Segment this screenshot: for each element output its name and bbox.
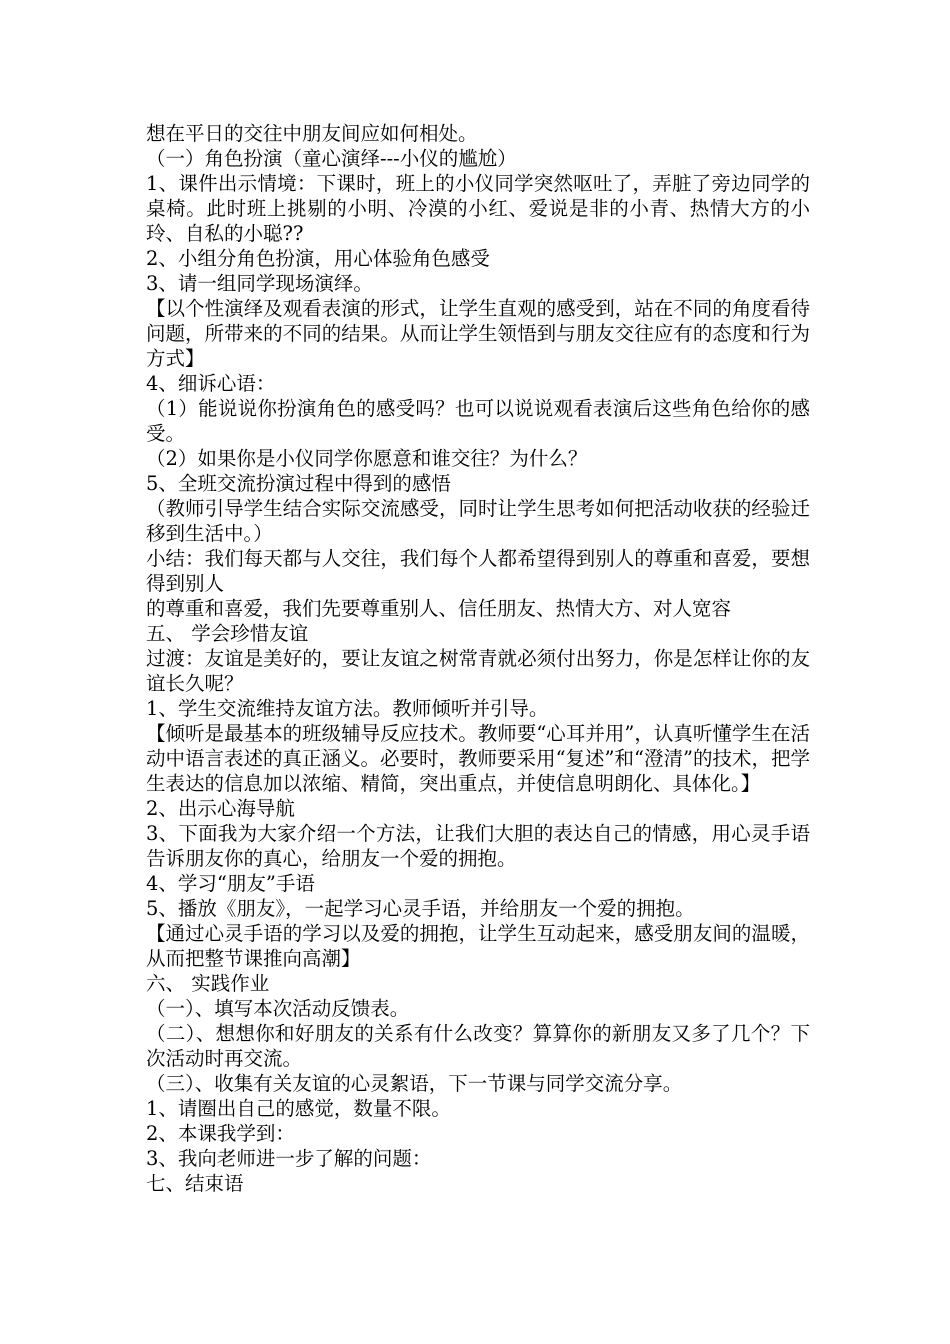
paragraph: 小结：我们每天都与人交往，我们每个人都希望得到别人的尊重和喜爱，要想得到别人 [146,547,810,595]
paragraph: 4、细诉心语： [146,372,276,395]
note-paragraph: 【通过心灵手语的学习以及爱的拥抱，让学生互动起来，感受朋友间的温暖，从而把整节课推向高潮】 [146,922,810,970]
note-paragraph: 【倾听是最基本的班级辅导反应技术。教师要“心耳并用”，认真听懂学生在活动中语言表述的真正涵义。必要时，教师要采用“复述”和“澄清”的技术，把学生表达的信息加以浓缩、精简，突出重点，并使信息明朗化、具体化。】 [146,722,810,795]
section-heading: 七、结束语 [146,1172,244,1195]
paragraph: （二）、想想你和好朋友的关系有什么改变？算算你的新朋友又多了几个？下次活动时再交流。 [146,1022,810,1070]
paragraph: 想在平日的交往中朋友间应如何相处。 [146,122,478,145]
paragraph: 1、学生交流维持友谊方法。教师倾听并引导。 [146,697,549,720]
paragraph: 1、请圈出自己的感觉，数量不限。 [146,1097,451,1120]
paragraph: （1）能说说你扮演角色的感受吗？也可以说说观看表演后这些角色给你的感受。 [146,397,810,445]
paragraph: 3、下面我为大家介绍一个方法，让我们大胆的表达自己的情感，用心灵手语告诉朋友你的真心，给朋友一个爱的拥抱。 [146,822,810,870]
paragraph: 3、我向老师进一步了解的问题： [146,1147,432,1170]
paragraph: 4、学习“朋友”手语 [146,872,315,895]
paragraph: 5、播放《朋友》，一起学习心灵手语，并给朋友一个爱的拥抱。 [146,897,695,920]
paragraph: 1、课件出示情境：下课时，班上的小仪同学突然呕吐了，弄脏了旁边同学的桌椅。此时班上挑剔的小明、冷漠的小红、爱说是非的小青、热情大方的小玲、自私的小聪?? [146,172,810,245]
paragraph: （2）如果你是小仪同学你愿意和谁交往？为什么？ [146,447,588,470]
paragraph: （三）、收集有关友谊的心灵絮语，下一节课与同学交流分享。 [146,1072,683,1095]
paragraph: 2、本课我学到： [146,1122,295,1145]
note-paragraph: 【以个性演绎及观看表演的形式，让学生直观的感受到，站在不同的角度看待问题，所带来的不同的结果。从而让学生领悟到与朋友交往应有的态度和行为方式】 [146,297,810,370]
paragraph: （教师引导学生结合实际交流感受，同时让学生思考如何把活动收获的经验迁移到生活中。） [146,497,810,545]
paragraph: 2、小组分角色扮演，用心体验角色感受 [146,247,490,270]
document-body [146,121,810,1196]
paragraph: 的尊重和喜爱，我们先要尊重别人、信任朋友、热情大方、对人宽容 [146,597,732,620]
paragraph: 2、出示心海导航 [146,797,295,820]
paragraph: 3、请一组同学现场演绎。 [146,272,373,295]
section-heading: 六、 实践作业 [146,972,270,995]
section-heading: 五、 学会珍惜友谊 [146,622,309,645]
paragraph: 5、全班交流扮演过程中得到的感悟 [146,472,451,495]
paragraph: 过渡：友谊是美好的，要让友谊之树常青就必须付出努力，你是怎样让你的友谊长久呢？ [146,647,810,695]
section-heading: （一）角色扮演（童心演绎---小仪的尴尬） [146,147,517,170]
paragraph: （一）、填写本次活动反馈表。 [146,997,410,1020]
